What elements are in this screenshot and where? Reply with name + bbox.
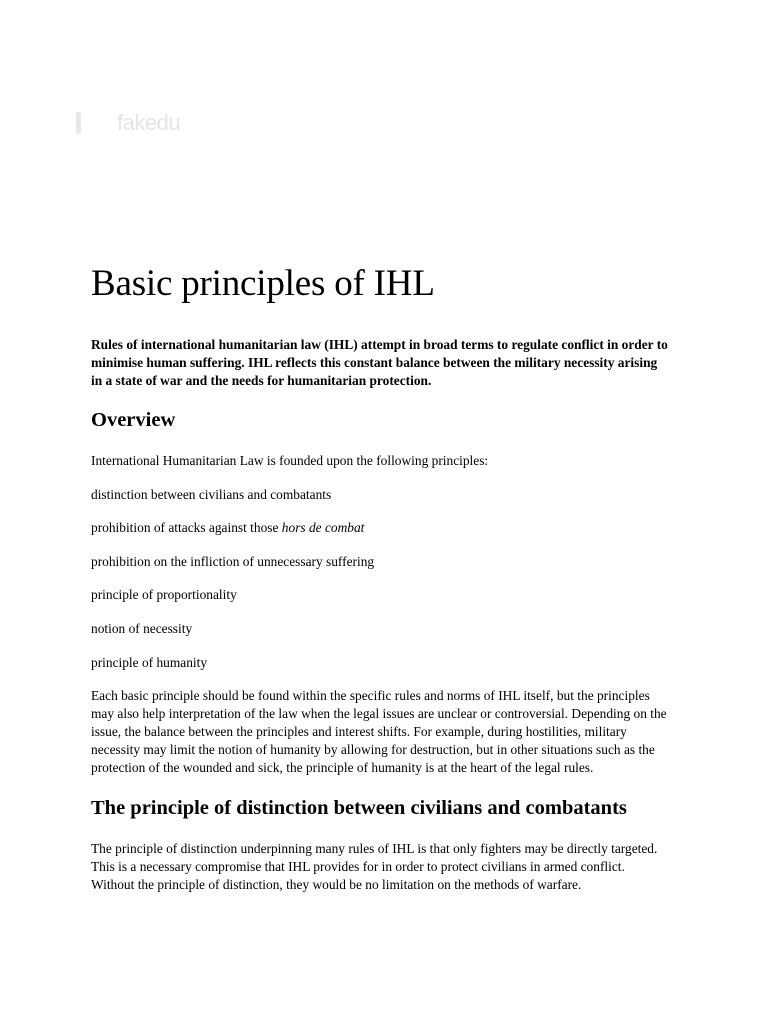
logo-icon (76, 112, 81, 134)
overview-intro: International Humanitarian Law is founded upon the following principles: (91, 453, 489, 468)
distinction-paragraph: The principle of distinction underpinning many rules of IHL is that only fighters may be directly targeted. This is a necessary compromise that IHL provides for in order to protect civilians in armed conflict. Without the principle of distinction, they would be no limitation on the methods of warfare. (91, 841, 658, 893)
principle-item: principle of humanity (91, 654, 208, 670)
lead-paragraph: Rules of international humanitarian law (IHL) attempt in broad terms to regulate conflict in order to minimise human suffering. IHL reflects this constant balance between the military necessity arising in a state of war and the needs for humanitarian protection. (91, 337, 668, 388)
principle-item: distinction between civilians and combatants (91, 486, 332, 502)
principle-item-text: prohibition of attacks against those (91, 520, 279, 536)
article-body (91, 256, 671, 910)
principle-item: prohibition on the infliction of unnecessary suffering (91, 553, 375, 569)
distinction-heading: The principle of distinction between civilians and combatants (91, 797, 627, 820)
overview-heading: Overview (91, 409, 176, 431)
page-title: Basic principles of IHL (91, 263, 435, 304)
principle-item (91, 519, 671, 537)
principle-item: notion of necessity (91, 620, 193, 636)
principle-item-emphasis: hors de combat (281, 520, 365, 536)
principle-item: principle of proportionality (91, 587, 237, 603)
overview-paragraph: Each basic principle should be found within the specific rules and norms of IHL itself, but the principles may also help interpretation of the law when the legal issues are unclear or controversial. Depending on the issue, the balance between the principles and interest shifts. For example, during hostilities, military necessity may limit the notion of humanity by allowing for destruction, but in other situations such as the protection of the wounded and sick, the principle of humanity is at the heart of the legal rules. (91, 688, 667, 776)
site-logo[interactable] (76, 108, 180, 138)
logo-text: fakedu (117, 110, 181, 135)
